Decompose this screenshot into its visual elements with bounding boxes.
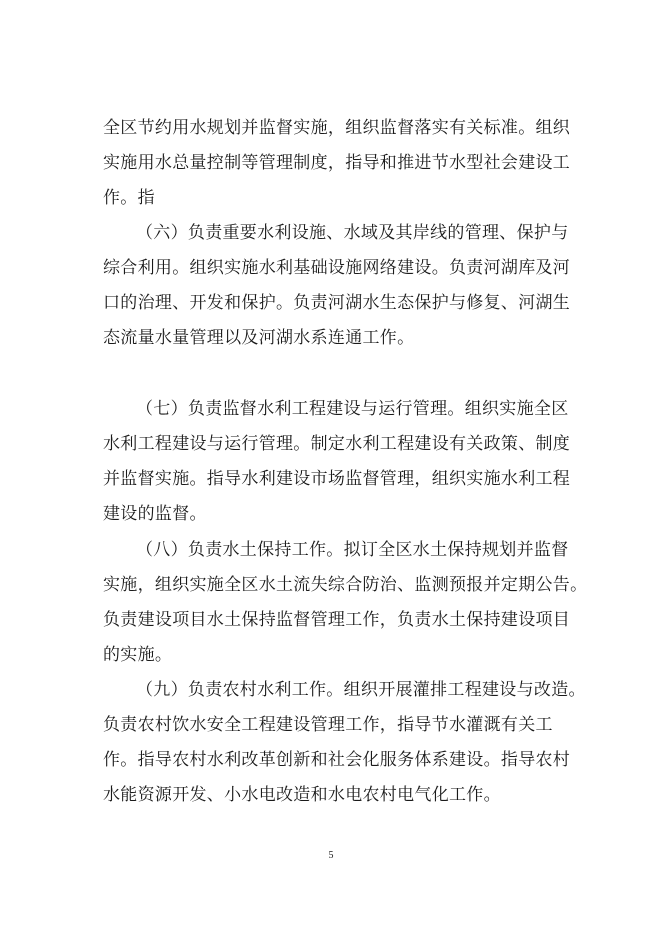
text-line: 口的治理、开发和保护。负责河湖水生态保护与修复、河湖生 [103, 293, 571, 313]
text-line: 作。指 [103, 188, 155, 208]
page-number: 5 [328, 850, 334, 861]
section-eight-heading-line: （八）负责水土保持工作。拟订全区水土保持规划并监督 [136, 540, 569, 560]
text-line: 并监督实施。指导水利建设市场监督管理，组织实施水利工程 [103, 469, 571, 489]
text-line: 综合利用。组织实施水利基础设施网络建设。负责河湖库及河 [103, 258, 571, 278]
section-seven-heading-line: （七）负责监督水利工程建设与运行管理。组织实施全区 [136, 399, 569, 419]
text-line: 作。指导农村水利改革创新和社会化服务体系建设。指导农村 [103, 750, 571, 770]
text-line: 态流量水量管理以及河湖水系连通工作。 [103, 328, 415, 348]
text-line: 负责建设项目水土保持监督管理工作，负责水土保持建设项目 [103, 610, 571, 630]
text-line: 的实施。 [103, 645, 173, 665]
text-line: 水利工程建设与运行管理。制定水利工程建设有关政策、制度 [103, 434, 571, 454]
text-line: 实施用水总量控制等管理制度，指导和推进节水型社会建设工 [103, 153, 571, 173]
text-line: 负责农村饮水安全工程建设管理工作，指导节水灌溉有关工 [103, 715, 553, 735]
text-line: 实施，组织实施全区水土流失综合防治、监测预报并定期公告。 [103, 575, 588, 595]
section-nine-heading-line: （九）负责农村水利工作。组织开展灌排工程建设与改造。 [136, 680, 586, 700]
text-line: 水能资源开发、小水电改造和水电农村电气化工作。 [103, 785, 501, 805]
text-line: 建设的监督。 [103, 504, 207, 524]
text-line: 全区节约用水规划并监督实施，组织监督落实有关标准。组织 [103, 118, 571, 138]
section-six-heading-line: （六）负责重要水利设施、水域及其岸线的管理、保护与 [136, 223, 569, 243]
